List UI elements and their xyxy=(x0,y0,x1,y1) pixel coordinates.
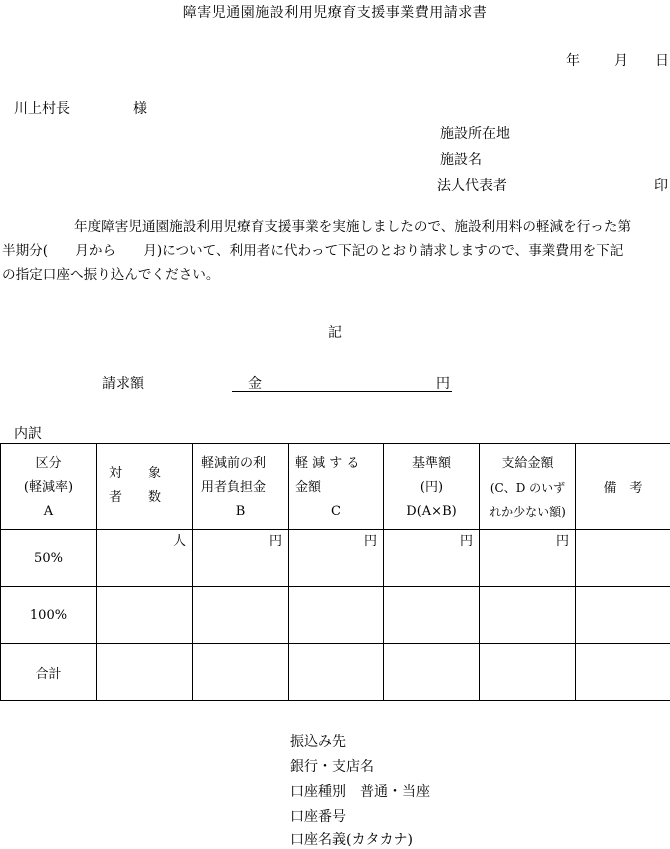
cell-shikyu[interactable] xyxy=(480,587,576,644)
cell-biko[interactable] xyxy=(576,530,670,587)
account-number-label: 口座番号 xyxy=(290,806,346,826)
cell-kijun[interactable] xyxy=(384,644,480,701)
cell-futan[interactable] xyxy=(193,587,289,644)
seal-mark: 印 xyxy=(654,175,668,195)
cell-kijun[interactable]: 円 xyxy=(384,530,480,587)
cell-kijun[interactable] xyxy=(384,587,480,644)
cell-futan[interactable] xyxy=(193,644,289,701)
account-type-label: 口座種別 普通・当座 xyxy=(290,781,430,801)
cell-keigen[interactable] xyxy=(289,644,384,701)
row-label: 100% xyxy=(1,587,97,644)
table-row xyxy=(1,530,670,587)
table-header-row xyxy=(1,444,670,530)
cell-persons[interactable] xyxy=(97,587,193,644)
header-biko: 備 考 xyxy=(576,444,670,530)
addressee: 川上村長 xyxy=(14,98,70,118)
body-line-2: 半期分( 月から 月)について、利用者に代わって下記のとおり請求しますので、事業費用を下記 xyxy=(2,239,670,263)
cell-biko[interactable] xyxy=(576,587,670,644)
breakdown-table xyxy=(0,443,670,701)
honorific: 様 xyxy=(133,98,147,118)
facility-address-label: 施設所在地 xyxy=(440,123,510,143)
row-label: 合計 xyxy=(1,644,97,701)
kin-label: 金 xyxy=(248,373,262,393)
table-row xyxy=(1,644,670,701)
cell-shikyu[interactable] xyxy=(480,644,576,701)
header-kijun: 基準額 (円) D(A×B) xyxy=(384,444,480,530)
cell-persons[interactable]: 人 xyxy=(97,530,193,587)
account-holder-label: 口座名義(カタカナ) xyxy=(290,829,413,849)
document-title: 障害児通園施設利用児療育支援事業費用請求書 xyxy=(0,2,670,22)
body-line-1: 年度障害児通園施設利用児療育支援事業を実施しましたので、施設利用料の軽減を行った第 xyxy=(2,215,670,239)
bank-heading: 振込み先 xyxy=(290,731,346,751)
body-paragraph xyxy=(2,215,670,287)
ki-heading: 記 xyxy=(0,322,670,342)
claim-amount-label: 請求額 xyxy=(102,373,144,393)
header-taisho: 対 象 者 数 xyxy=(97,444,193,530)
breakdown-label: 内訳 xyxy=(14,423,42,443)
cell-keigen[interactable] xyxy=(289,587,384,644)
cell-biko[interactable] xyxy=(576,644,670,701)
row-label: 50% xyxy=(1,530,97,587)
yen-label: 円 xyxy=(436,373,450,393)
bank-branch-label: 銀行・支店名 xyxy=(290,756,374,776)
cell-shikyu[interactable]: 円 xyxy=(480,530,576,587)
table-row xyxy=(1,587,670,644)
date-year: 年 xyxy=(566,50,580,70)
body-line-3: の指定口座へ振り込んでください。 xyxy=(2,263,670,287)
header-futan: 軽減前の利 用者負担金 B xyxy=(193,444,289,530)
cell-futan[interactable]: 円 xyxy=(193,530,289,587)
header-kubun: 区分 (軽減率) A xyxy=(1,444,97,530)
date-month: 月 xyxy=(614,50,628,70)
cell-keigen[interactable]: 円 xyxy=(289,530,384,587)
date-day: 日 xyxy=(655,50,669,70)
claim-amount-field[interactable] xyxy=(232,373,452,392)
facility-name-label: 施設名 xyxy=(440,149,482,169)
cell-persons[interactable] xyxy=(97,644,193,701)
header-keigen: 軽 減 す る 金額 C xyxy=(289,444,384,530)
header-shikyu: 支給金額 (C、D のいず れか少ない額) xyxy=(480,444,576,530)
representative-label: 法人代表者 xyxy=(437,175,507,195)
